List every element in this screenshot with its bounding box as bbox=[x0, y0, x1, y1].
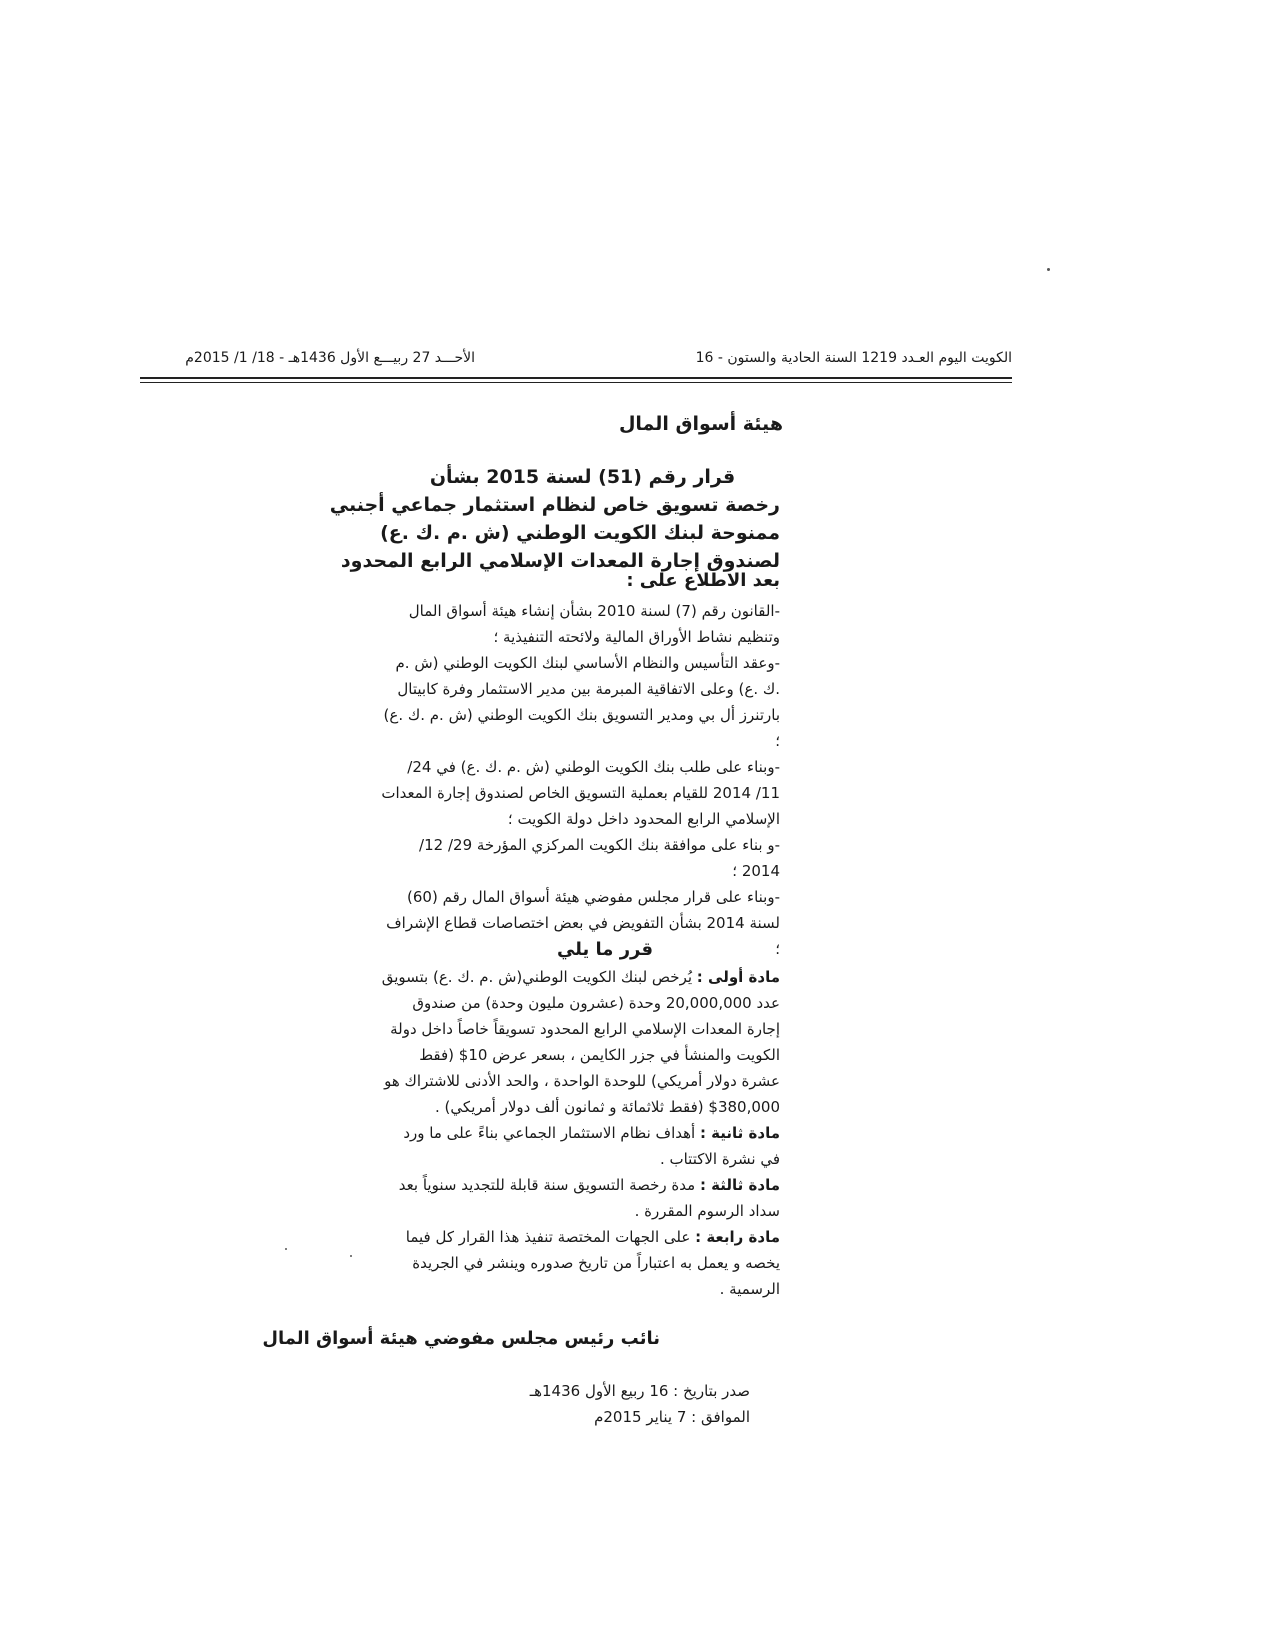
scan-speck bbox=[285, 1248, 287, 1250]
scan-speck bbox=[350, 1255, 352, 1257]
title-line: رخصة تسويق خاص لنظام استثمار جماعي أجنبي bbox=[329, 494, 780, 516]
running-header-date: الأحـــد 27 ربيـــع الأول 1436هـ - 18/ 1/ 2015م bbox=[185, 350, 475, 366]
article-text: أهداف نظام الاستثمار الجماعي بناءً على ما ورد في نشرة الاكتتاب . bbox=[403, 1124, 780, 1168]
article-text: مدة رخصة التسويق سنة قابلة للتجديد سنوياً بعد سداد الرسوم المقررة . bbox=[398, 1176, 780, 1220]
article-label: مادة أولى : bbox=[696, 968, 780, 986]
recital-paragraph: -القانون رقم (7) لسنة 2010 بشأن إنشاء هيئة أسواق المال وتنظيم نشاط الأوراق المالية ولائحته التنفيذية ؛ bbox=[408, 602, 780, 646]
article-label: مادة ثالثة : bbox=[699, 1176, 780, 1194]
decision-title bbox=[329, 463, 780, 575]
articles bbox=[380, 964, 780, 1302]
decided-heading: قرر ما يلي bbox=[556, 939, 654, 960]
issue-date-block bbox=[520, 1378, 750, 1430]
title-line: لصندوق إجارة المعدات الإسلامي الرابع المحدود bbox=[340, 550, 780, 572]
article-2 bbox=[380, 1120, 780, 1172]
recitals-intro: بعد الاطلاع على : bbox=[626, 570, 780, 591]
recitals bbox=[380, 598, 780, 962]
issue-date-gregorian: الموافق : 7 يناير 2015م bbox=[594, 1408, 750, 1426]
recital-paragraph: -وعقد التأسيس والنظام الأساسي لبنك الكويت الوطني (ش .م .ك .ع) وعلى الاتفاقية المبرمة بين مدير الاستثمار وفرة كابيتال بارتنرز أل بي ومدير التسويق بنك الكويت الوطني (ش .م .ك .ع) ؛ bbox=[383, 654, 780, 750]
scan-speck bbox=[1047, 268, 1050, 271]
article-4 bbox=[380, 1224, 780, 1302]
recital-paragraph: -و بناء على موافقة بنك الكويت المركزي المؤرخة 29/ 12/ 2014 ؛ bbox=[419, 836, 780, 880]
article-text: على الجهات المختصة تنفيذ هذا القرار كل فيما يخصه و يعمل به اعتباراً من تاريخ صدوره وينشر في الجريدة الرسمية . bbox=[405, 1228, 780, 1298]
title-line: ممنوحة لبنك الكويت الوطني (ش .م .ك .ع) bbox=[380, 522, 780, 544]
article-label: مادة رابعة : bbox=[695, 1228, 780, 1246]
running-header-issue: الكويت اليوم العـدد 1219 السنة الحادية والستون - 16 bbox=[695, 350, 1012, 366]
article-text: يُرخص لبنك الكويت الوطني(ش .م .ك .ع) بتسويق عدد 20,000,000 وحدة (عشرون مليون وحدة) من صندوق إجارة المعدات الإسلامي الرابع المحدود تسويقاً خاصاً داخل دولة الكويت والمنشأ في جزر الكايمن ، بسعر عرض 10$ (فقط عشرة دولار أمريكي) للوحدة الواحدة ، والحد الأدنى للاشتراك هو 380,000$ (فقط ثلاثمائة و ثمانون ألف دولار أمريكي) . bbox=[381, 968, 780, 1116]
title-line: قرار رقم (51) لسنة 2015 بشأن bbox=[429, 466, 736, 488]
recital-paragraph: -وبناء على طلب بنك الكويت الوطني (ش .م .ك .ع) في 24/ 11/ 2014 للقيام بعملية التسويق الخاص لصندوق إجارة المعدات الإسلامي الرابع المحدود داخل دولة الكويت ؛ bbox=[381, 758, 780, 828]
article-1 bbox=[380, 964, 780, 1120]
article-3 bbox=[380, 1172, 780, 1224]
authority-name: هيئة أسواق المال bbox=[618, 413, 783, 435]
issue-date-hijri: صدر بتاريخ : 16 ربيع الأول 1436هـ bbox=[529, 1382, 750, 1400]
signatory-title: نائب رئيس مجلس مفوضي هيئة أسواق المال bbox=[262, 1328, 660, 1349]
header-rule-thick bbox=[140, 377, 1012, 379]
recital-paragraph: -وبناء على قرار مجلس مفوضي هيئة أسواق المال رقم (60) لسنة 2014 بشأن التفويض في بعض اختصاصات قطاع الإشراف ؛ bbox=[386, 888, 780, 958]
article-label: مادة ثانية : bbox=[699, 1124, 780, 1142]
header-rule-thin bbox=[140, 382, 1012, 383]
